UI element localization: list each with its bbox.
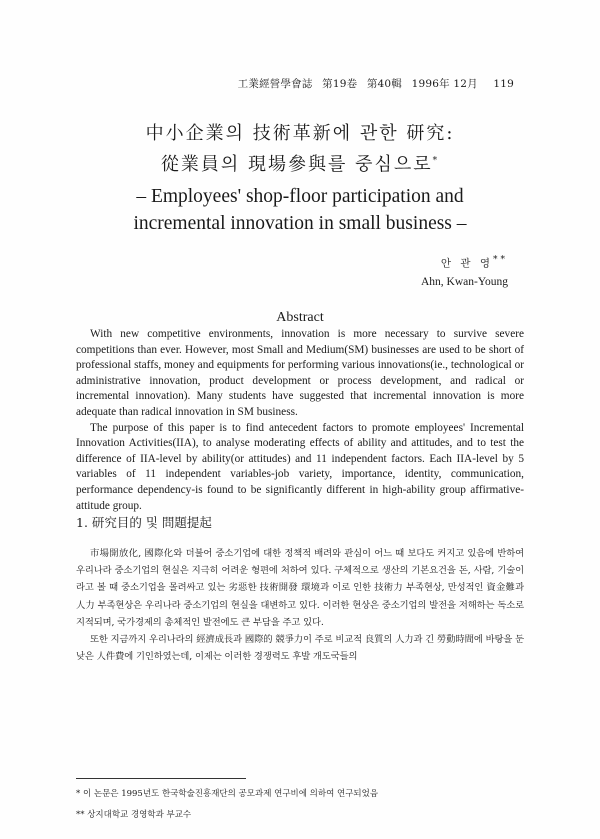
footnote-funding: * 이 논문은 1995년도 한국학술진흥재단의 공모과제 연구비에 의하여 연구되었음 [76, 789, 379, 799]
body-paragraph-1: 市場開放化, 國際化와 더불어 중소기업에 대한 정책적 배려와 관심이 어느 때 보다도 커지고 있음에 반하여 우리나라 중소기업의 현실은 지극히 어려운 형편에 처하여 있다. 구체적으로 생산의 기본요건을 돈, 사람, 기술이라고 볼 때 중소기업을 몰려싸고 있는 劣惡한 技術開發 環境과 이로 인한 技術力 부족현상, 만성적인 資金難과 人力 부족현상은 우리나라 중소기업의 현실을 대변하고 있다. 이러한 현상은 중소기업의 발전을 저해하는 독소로 지적되며, 국가경제의 총체적인 발전에도 큰 부담을 주고 있다. [76, 548, 524, 628]
title-english-line-2: incremental innovation in small business – [133, 213, 467, 234]
section-body [76, 545, 524, 665]
journal-name: 工業經營學會誌 [237, 78, 313, 90]
page-number: 119 [493, 78, 514, 90]
author-name-english: Ahn, Kwan-Young [420, 275, 508, 288]
abstract-paragraph-2: The purpose of this paper is to find antecedent factors to promote employees' Incremental Innovation Activities(IIA), to analyse moderating effects of ability and attitudes, and to test the difference of IIA-level by ability(or attitudes) and 11 independent factors. Each IIA-level by 5 variables of 11 independent variables-job variety, importance, identity, communication, performance dependency-is found to be significantly different in high-ability group affirmative-attitude group. [76, 421, 524, 512]
publication-date: 1996年 12月 [411, 78, 478, 90]
title-korean-line-1: 中小企業의 技術革新에 관한 研究: [145, 123, 455, 144]
paper-title [60, 120, 540, 237]
issue-number: 第40輯 [366, 78, 403, 90]
author-block [421, 251, 508, 291]
footnote-divider [76, 778, 246, 779]
title-footnote-marker: * [432, 156, 440, 166]
title-korean-line-2 [60, 148, 540, 178]
section-heading: 1. 研究目的 및 問題提起 [76, 515, 212, 530]
title-korean-line-2-text: 從業員의 現場參與를 중심으로 [160, 154, 433, 175]
title-english-line-1: – Employees' shop-floor participation and [136, 186, 464, 207]
volume-number: 第19卷 [322, 78, 358, 90]
abstract-paragraph-1: With new competitive environments, innovation is more necessary to survive severe competitions than ever. However, most Small and Medium(SM) businesses are used to be short of professional staffs, money and equipments for performing various innovations(ie., technological or administrative innovation, product development or process development, and radical or incremental innovation). Many students have suggested that incremental innovation is more adequate than radical innovation in SM business. [76, 328, 524, 418]
author-name-korean [421, 251, 508, 273]
footnote-affiliation: ** 상지대학교 경영학과 부교수 [76, 810, 192, 820]
abstract-body [76, 327, 524, 514]
author-footnote-marker: ** [493, 255, 508, 265]
running-head [232, 76, 514, 91]
body-paragraph-2: 또한 지금까지 우리나라의 經濟成長과 國際的 競爭力이 주로 비교적 良質의 人力과 긴 勞動時間에 바탕을 둔 낮은 人件費에 기인하였는데, 이제는 이러한 경쟁력도 후발 개도국들의 [76, 634, 524, 663]
abstract-heading: Abstract [276, 310, 324, 325]
author-name-korean-text: 안 관 영 [440, 257, 493, 270]
footnotes [76, 784, 524, 826]
